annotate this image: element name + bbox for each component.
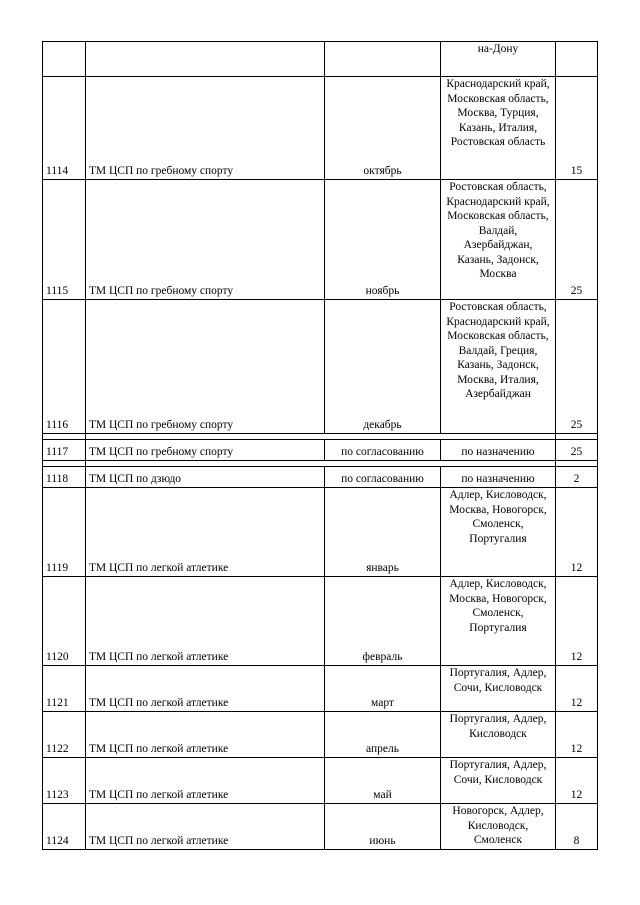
row-period (325, 42, 441, 77)
row-period: март (325, 666, 441, 712)
row-number: 1116 (43, 300, 86, 434)
row-number (43, 42, 86, 77)
row-place: Новогорск, Адлер, Кисловодск, Смоленск (441, 804, 556, 850)
row-count: 12 (556, 488, 598, 577)
table-row (43, 804, 598, 850)
table-row (43, 577, 598, 666)
row-name: ТМ ЦСП по легкой атлетике (86, 758, 325, 804)
row-place: по назначению (441, 467, 556, 488)
row-number: 1124 (43, 804, 86, 850)
row-place: Ростовская область, Краснодарский край, Московская область, Валдай, Азербайджан, Казань, Задонск, Москва (441, 180, 556, 300)
row-name: ТМ ЦСП по гребному спорту (86, 440, 325, 461)
row-period: январь (325, 488, 441, 577)
row-place: Адлер, Кисловодск, Москва, Новогорск, Смоленск, Португалия (441, 577, 556, 666)
row-name: ТМ ЦСП по легкой атлетике (86, 712, 325, 758)
row-count: 25 (556, 440, 598, 461)
row-place: по назначению (441, 440, 556, 461)
row-period: ноябрь (325, 180, 441, 300)
row-count: 12 (556, 712, 598, 758)
row-number: 1118 (43, 467, 86, 488)
row-period: апрель (325, 712, 441, 758)
row-name (86, 42, 325, 77)
row-number: 1123 (43, 758, 86, 804)
table-row (43, 467, 598, 488)
row-count: 12 (556, 758, 598, 804)
row-number: 1120 (43, 577, 86, 666)
row-place: Ростовская область, Краснодарский край, Московская область, Валдай, Греция, Казань, Задонск, Москва, Италия, Азербайджан (441, 300, 556, 434)
row-number: 1115 (43, 180, 86, 300)
table-row (43, 440, 598, 461)
row-count: 25 (556, 300, 598, 434)
table-row (43, 758, 598, 804)
table-row (43, 180, 598, 300)
table-row (43, 666, 598, 712)
row-count: 2 (556, 467, 598, 488)
table-row (43, 42, 598, 77)
row-name: ТМ ЦСП по легкой атлетике (86, 488, 325, 577)
row-count: 12 (556, 577, 598, 666)
table-row (43, 712, 598, 758)
row-period: декабрь (325, 300, 441, 434)
table-row (43, 77, 598, 180)
row-number: 1117 (43, 440, 86, 461)
row-name: ТМ ЦСП по дзюдо (86, 467, 325, 488)
row-period: по согласованию (325, 440, 441, 461)
row-count: 25 (556, 180, 598, 300)
schedule-table (42, 41, 598, 850)
row-period: октябрь (325, 77, 441, 180)
row-count: 8 (556, 804, 598, 850)
row-place: Португалия, Адлер, Кисловодск (441, 712, 556, 758)
row-period: май (325, 758, 441, 804)
table-row (43, 300, 598, 434)
row-name: ТМ ЦСП по гребному спорту (86, 180, 325, 300)
row-place: Адлер, Кисловодск, Москва, Новогорск, Смоленск, Португалия (441, 488, 556, 577)
row-number: 1121 (43, 666, 86, 712)
row-count: 15 (556, 77, 598, 180)
table-row (43, 488, 598, 577)
row-place: Краснодарский край, Московская область, Москва, Турция, Казань, Италия, Ростовская область (441, 77, 556, 180)
row-number: 1122 (43, 712, 86, 758)
row-number: 1119 (43, 488, 86, 577)
row-period: июнь (325, 804, 441, 850)
row-name: ТМ ЦСП по легкой атлетике (86, 666, 325, 712)
row-period: по согласованию (325, 467, 441, 488)
row-place: на-Дону (441, 42, 556, 77)
row-name: ТМ ЦСП по легкой атлетике (86, 577, 325, 666)
row-name: ТМ ЦСП по гребному спорту (86, 300, 325, 434)
row-place: Португалия, Адлер, Сочи, Кисловодск (441, 758, 556, 804)
row-number: 1114 (43, 77, 86, 180)
row-count: 12 (556, 666, 598, 712)
row-period: февраль (325, 577, 441, 666)
row-place: Португалия, Адлер, Сочи, Кисловодск (441, 666, 556, 712)
row-count (556, 42, 598, 77)
row-name: ТМ ЦСП по легкой атлетике (86, 804, 325, 850)
row-name: ТМ ЦСП по гребному спорту (86, 77, 325, 180)
